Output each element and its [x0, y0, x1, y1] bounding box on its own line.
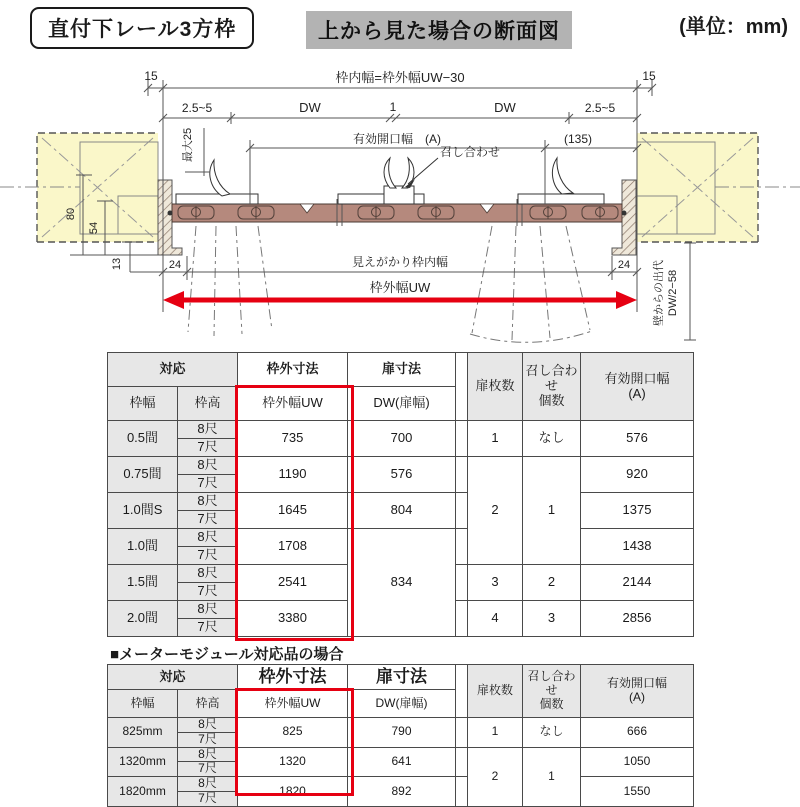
- data-cell: 3: [523, 601, 581, 637]
- data-cell: 7尺: [178, 475, 238, 493]
- header-line: (A): [629, 690, 645, 704]
- wall-projection-label-2: DW/2−58: [667, 269, 679, 317]
- center-one-label: 1: [389, 100, 397, 114]
- data-cell: 1820: [238, 777, 348, 807]
- dim-15-left-label: 15: [144, 69, 158, 83]
- data-cell: 2856: [581, 601, 694, 637]
- data-cell: 1: [523, 747, 581, 806]
- data-cell: 1438: [581, 529, 694, 565]
- data-cell: 1190: [238, 457, 348, 493]
- data-cell: 892: [348, 777, 456, 807]
- header-cell: 枠高: [178, 690, 238, 718]
- header-cell: [523, 353, 581, 421]
- data-cell: 8尺: [178, 718, 238, 733]
- data-cell: 1645: [238, 493, 348, 529]
- data-cell: なし: [523, 421, 581, 457]
- data-cell: 7尺: [178, 439, 238, 457]
- data-cell: 1.0間S: [108, 493, 178, 529]
- page-title: 直付下レール3方枠: [30, 7, 254, 49]
- data-cell: 7尺: [178, 583, 238, 601]
- header-cell: 扉枚数: [468, 665, 523, 718]
- data-cell: 700: [348, 421, 456, 457]
- table-gap: [456, 718, 468, 748]
- header-cell: 枠外幅UW: [238, 690, 348, 718]
- dim-80-label: 80: [65, 207, 77, 221]
- data-cell: 834: [348, 529, 456, 637]
- data-cell: 1.0間: [108, 529, 178, 565]
- header-line: (A): [628, 385, 646, 401]
- table-gap: [456, 457, 468, 493]
- gap-right-label: 2.5~5: [584, 101, 616, 115]
- data-cell: 825: [238, 718, 348, 748]
- table-gap: [456, 353, 468, 421]
- data-cell: 1820mm: [108, 777, 178, 807]
- header-cell: 枠高: [178, 387, 238, 421]
- header-line: 有効開口幅: [606, 676, 667, 691]
- data-cell: 1550: [581, 777, 694, 807]
- data-cell: 8尺: [178, 747, 238, 762]
- data-cell: なし: [523, 718, 581, 748]
- data-cell: 1375: [581, 493, 694, 529]
- meter-spec-table: [107, 664, 694, 807]
- data-cell: 1320mm: [108, 747, 178, 777]
- data-cell: 8尺: [178, 777, 238, 792]
- header-line: 個数: [539, 696, 564, 711]
- data-cell: 1320: [238, 747, 348, 777]
- outer-frame-width-label: 枠外幅UW: [369, 280, 431, 295]
- header-line: 有効開口幅: [604, 370, 670, 386]
- header-cell: 枠外幅UW: [238, 387, 348, 421]
- header-cell: 扉寸法: [348, 353, 456, 387]
- data-cell: 7尺: [178, 732, 238, 747]
- data-cell: 8尺: [178, 601, 238, 619]
- data-cell: 1: [468, 718, 523, 748]
- door-handle-center-left: [384, 158, 396, 188]
- data-cell: 804: [348, 493, 456, 529]
- door-handle-left: [210, 160, 230, 196]
- wall-projection-label-1: 壁からの出代: [653, 260, 665, 326]
- table-gap: [456, 747, 468, 777]
- frame-inner-width-label: 枠内幅=枠外幅UW−30: [335, 70, 465, 85]
- data-cell: 8尺: [178, 421, 238, 439]
- header-cell: 扉枚数: [468, 353, 523, 421]
- data-cell: 7尺: [178, 619, 238, 637]
- table-gap: [456, 493, 468, 529]
- cross-section-diagram: [0, 55, 800, 360]
- data-cell: 0.5間: [108, 421, 178, 457]
- header-cell: 対応: [108, 353, 238, 387]
- header-line: 召し合わせ: [527, 669, 576, 698]
- max-25-label: 最大25: [182, 127, 194, 163]
- data-cell: 2: [468, 457, 523, 565]
- data-cell: 1: [523, 457, 581, 565]
- data-cell: 7尺: [178, 547, 238, 565]
- data-cell: 666: [581, 718, 694, 748]
- table-gap: [456, 665, 468, 718]
- data-cell: 8尺: [178, 457, 238, 475]
- left-wall: [0, 133, 158, 242]
- door-panels: [176, 158, 604, 204]
- meeting-stile-block: [384, 186, 414, 204]
- table-gap: [456, 777, 468, 807]
- right-wall: [637, 133, 800, 242]
- data-cell: 2144: [581, 565, 694, 601]
- data-cell: 7尺: [178, 511, 238, 529]
- dim-13-label: 13: [111, 257, 123, 271]
- dw-right-label: DW: [494, 100, 516, 115]
- data-cell: 2: [468, 747, 523, 806]
- data-cell: 641: [348, 747, 456, 777]
- data-cell: 0.75間: [108, 457, 178, 493]
- meeting-stile-label: 召し合わせ: [439, 145, 501, 159]
- table-gap: [456, 529, 468, 565]
- data-cell: 8尺: [178, 529, 238, 547]
- dim-24-left-label: 24: [168, 259, 182, 271]
- data-cell: 1708: [238, 529, 348, 565]
- data-cell: 825mm: [108, 718, 178, 748]
- data-cell: 920: [581, 457, 694, 493]
- data-cell: 576: [581, 421, 694, 457]
- header-cell: [581, 353, 694, 421]
- table-gap: [456, 601, 468, 637]
- data-cell: 2: [523, 565, 581, 601]
- table-gap: [456, 421, 468, 457]
- header-cell: [523, 665, 581, 718]
- visible-frame-width-label: 見えがかり枠内幅: [351, 255, 449, 269]
- data-cell: 576: [348, 457, 456, 493]
- header-cell: 扉寸法: [348, 665, 456, 690]
- header-cell: 枠外寸法: [238, 665, 348, 690]
- header-cell: 枠外寸法: [238, 353, 348, 387]
- data-cell: 7尺: [178, 762, 238, 777]
- header-cell: 枠幅: [108, 387, 178, 421]
- header-cell: DW(扉幅): [348, 387, 456, 421]
- data-cell: 1050: [581, 747, 694, 777]
- dim-15-right-label: 15: [642, 69, 656, 83]
- data-cell: 735: [238, 421, 348, 457]
- dim-54-label: 54: [88, 221, 100, 235]
- data-cell: 8尺: [178, 493, 238, 511]
- pocket-135-label: (135): [563, 132, 593, 146]
- unit-label: (単位：mm): [679, 16, 788, 38]
- data-cell: 3: [468, 565, 523, 601]
- data-cell: 2541: [238, 565, 348, 601]
- data-cell: 3380: [238, 601, 348, 637]
- door-handle-right: [552, 158, 573, 194]
- header-cell: [581, 665, 694, 718]
- header-line: 召し合わせ: [525, 363, 578, 394]
- header-cell: DW(扉幅): [348, 690, 456, 718]
- data-cell: 4: [468, 601, 523, 637]
- main-spec-table: [107, 352, 694, 637]
- header-cell: 対応: [108, 665, 238, 690]
- data-cell: 2.0間: [108, 601, 178, 637]
- gap-left-label: 2.5~5: [181, 101, 213, 115]
- header-line: 個数: [538, 392, 565, 408]
- meter-section-title: ■メーターモジュール対応品の場合: [110, 646, 344, 663]
- dw-left-label: DW: [299, 100, 321, 115]
- data-cell: 7尺: [178, 791, 238, 806]
- table-gap: [456, 565, 468, 601]
- effective-opening-label: 有効開口幅 (A): [353, 132, 441, 146]
- data-cell: 790: [348, 718, 456, 748]
- data-cell: 1: [468, 421, 523, 457]
- header-cell: 枠幅: [108, 690, 178, 718]
- data-cell: 8尺: [178, 565, 238, 583]
- dim-24-right-label: 24: [617, 259, 631, 271]
- section-subtitle: 上から見た場合の断面図: [306, 11, 572, 49]
- data-cell: 1.5間: [108, 565, 178, 601]
